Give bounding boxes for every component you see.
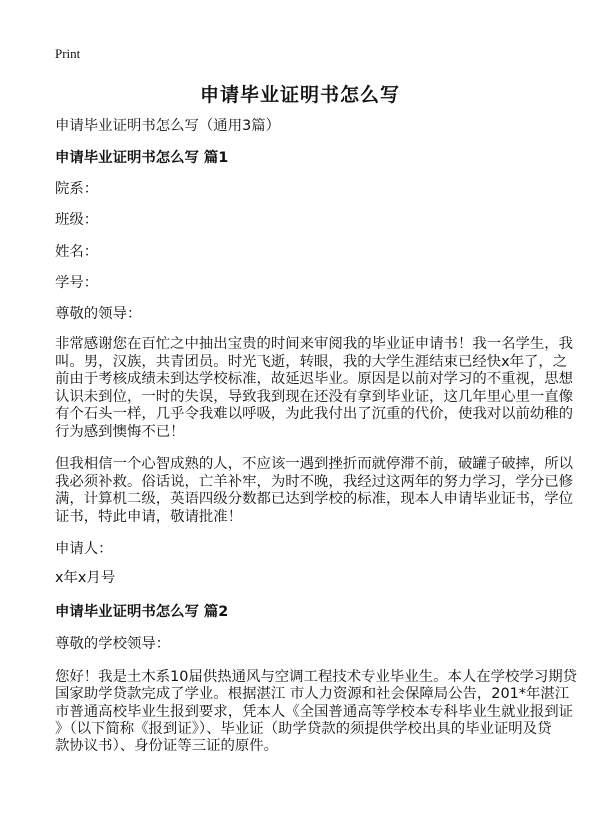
subtitle: 申请毕业证明书怎么写（通用3篇） <box>55 118 281 134</box>
article2-heading: 申请毕业证明书怎么写 篇2 <box>55 604 229 620</box>
field-name: 姓名： <box>55 244 99 260</box>
field-class: 班级： <box>55 212 99 228</box>
text-line: 前由于考核成绩未到达学校标准，故延迟毕业。原因是以前对学习的不重视，思想 <box>55 371 574 388</box>
print-link[interactable]: Print <box>55 46 81 61</box>
text-line: 满，计算机二级，英语四级分数都已达到学校的标准，现本人申请毕业证书，学位 <box>55 491 574 508</box>
text-line: 您好！我是土木系10届供热通风与空调工程技术专业毕业生。本人在学校学习期贷 <box>55 669 577 685</box>
text-line: 叫。男，汉族，共青团员。时光飞逝，转眼，我的大学生涯结束已经快x年了，之 <box>55 353 568 370</box>
text-line: 证书，特此申请，敬请批准！ <box>55 508 243 525</box>
applicant-label: 申请人： <box>55 541 113 557</box>
text-line: 行为感到懊悔不已！ <box>55 423 185 440</box>
text-line: 但我相信一个心智成熟的人，不应该一遇到挫折而就停滞不前，破罐子破摔，所以 <box>55 456 574 472</box>
salutation: 尊敬的领导： <box>55 306 142 322</box>
text-line: 认识未到位，一时的失误，导致我到现在还没有拿到毕业证，这几年里心里一直像 <box>55 388 574 405</box>
article2-paragraph1 <box>55 669 590 755</box>
field-department: 院系： <box>55 181 99 197</box>
article1-paragraph1 <box>55 336 590 442</box>
article2-salutation: 尊敬的学校领导： <box>55 636 171 652</box>
article1-paragraph2 <box>55 456 590 526</box>
text-line: 有个石头一样，几乎令我难以呼吸，为此我付出了沉重的代价，使我对以前幼稚的 <box>55 406 574 423</box>
date-line: x年x月号 <box>55 570 116 586</box>
article1-heading: 申请毕业证明书怎么写 篇1 <box>55 150 229 166</box>
text-line: 款协议书）、身份证等三证的原件。 <box>55 738 279 755</box>
page-title: 申请毕业证明书怎么写 <box>199 84 400 106</box>
text-line: 我必须补救。俗话说，亡羊补牢，为时不晚，我经过这两年的努力学习，学分已修 <box>55 473 574 490</box>
text-line: 市普通高校毕业生报到要求，凭本人《全国普通高等学校本专科毕业生就业报到证 <box>55 703 574 720</box>
text-line: 》（以下简称《报到证》）、毕业证（助学贷款的须提供学校出具的毕业证明及贷 <box>55 720 552 737</box>
field-student-id: 学号： <box>55 275 99 291</box>
text-line: 非常感谢您在百忙之中抽出宝贵的时间来审阅我的毕业证申请书！我一名学生，我 <box>55 336 574 352</box>
text-line: 国家助学贷款完成了学业。根据湛江 市人力资源和社会保障局公告，201*年湛江 <box>55 686 570 703</box>
